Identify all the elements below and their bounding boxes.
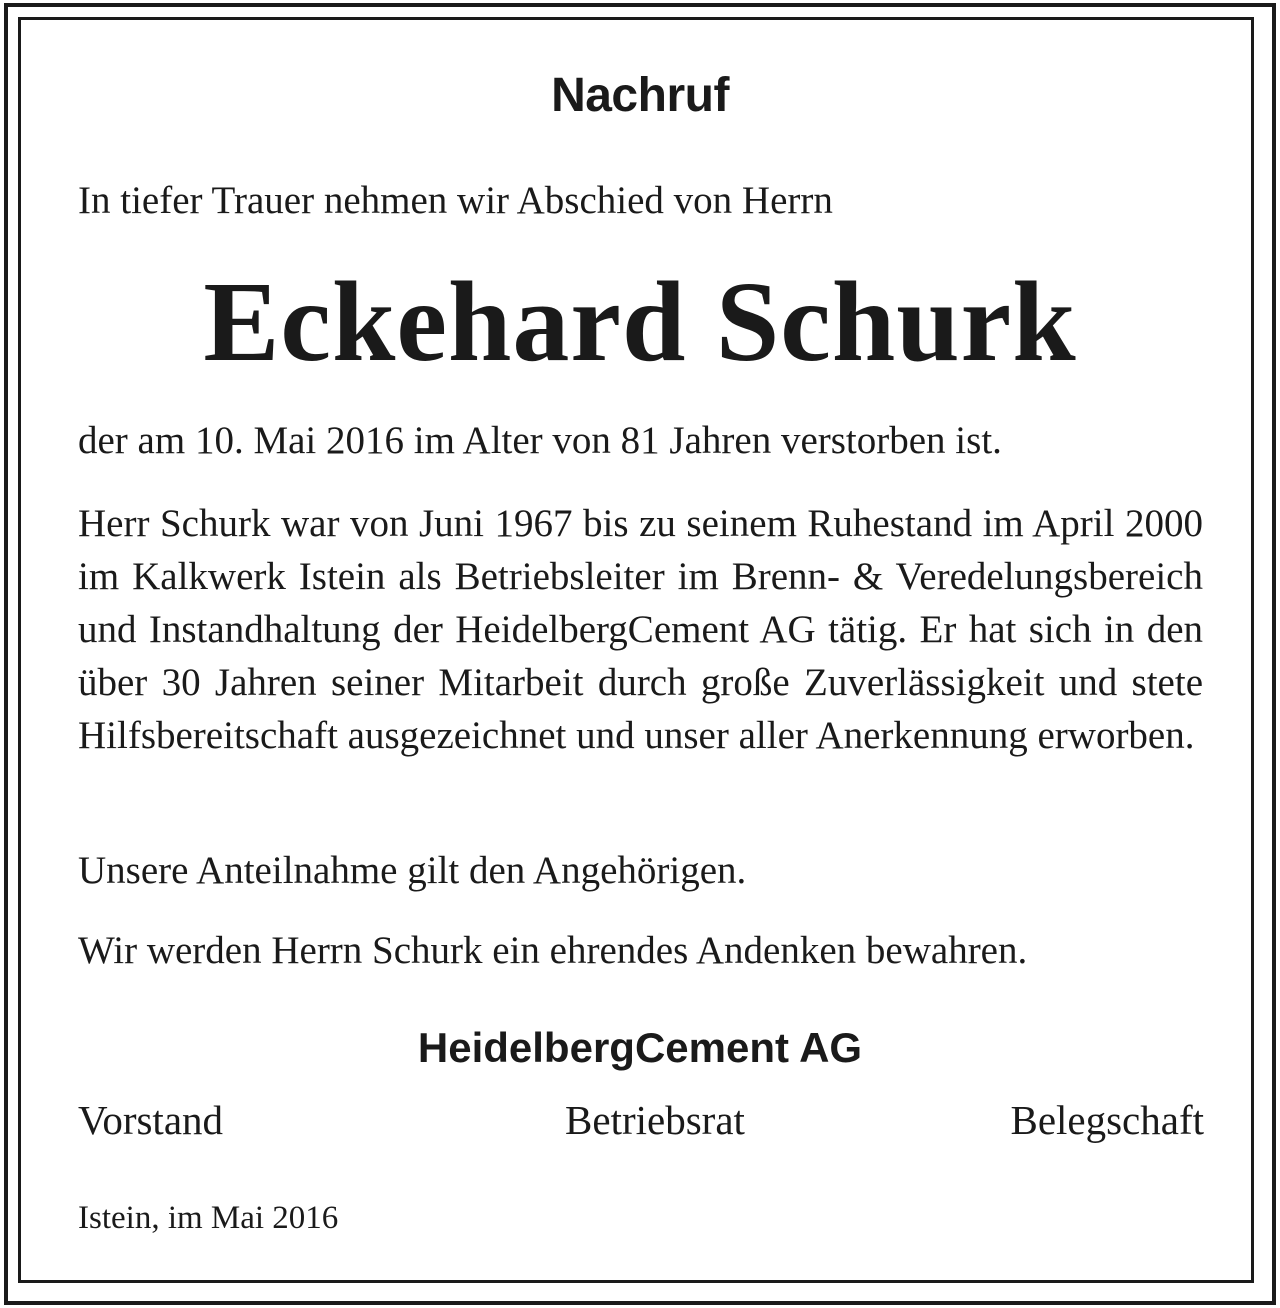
- remembrance-line: Wir werden Herrn Schurk ein ehrendes Andenken bewahren.: [78, 929, 1028, 972]
- condolence-line: Unsere Anteilnahme gilt den Angehörigen.: [78, 849, 747, 892]
- signatory-board: Vorstand: [78, 1097, 224, 1143]
- place-date: Istein, im Mai 2016: [78, 1200, 339, 1236]
- signatory-staff: Belegschaft: [1010, 1097, 1204, 1143]
- biography-paragraph: Herr Schurk war von Juni 1967 bis zu seinem Ruhestand im April 2000 im Kalkwerk Istein als Betriebsleiter im Brenn- & Veredelungsbereich und Instandhaltung der HeidelbergCement AG tätig. Er hat sich in den über 30 Jahren seiner Mitarbeit durch große Zuverlässigkeit und stete Hilfsbereitschaft ausgezeichnet und unser aller Anerkennung erworben.: [78, 502, 1203, 757]
- signatory-works-council: Betriebsrat: [565, 1097, 745, 1143]
- deceased-name: Eckehard Schurk: [203, 258, 1077, 385]
- intro-line: In tiefer Trauer nehmen wir Abschied von Herrn: [78, 179, 833, 222]
- notice-heading: Nachruf: [551, 69, 729, 122]
- company-name: HeidelbergCement AG: [417, 1024, 863, 1071]
- death-line: der am 10. Mai 2016 im Alter von 81 Jahren verstorben ist.: [78, 419, 1002, 462]
